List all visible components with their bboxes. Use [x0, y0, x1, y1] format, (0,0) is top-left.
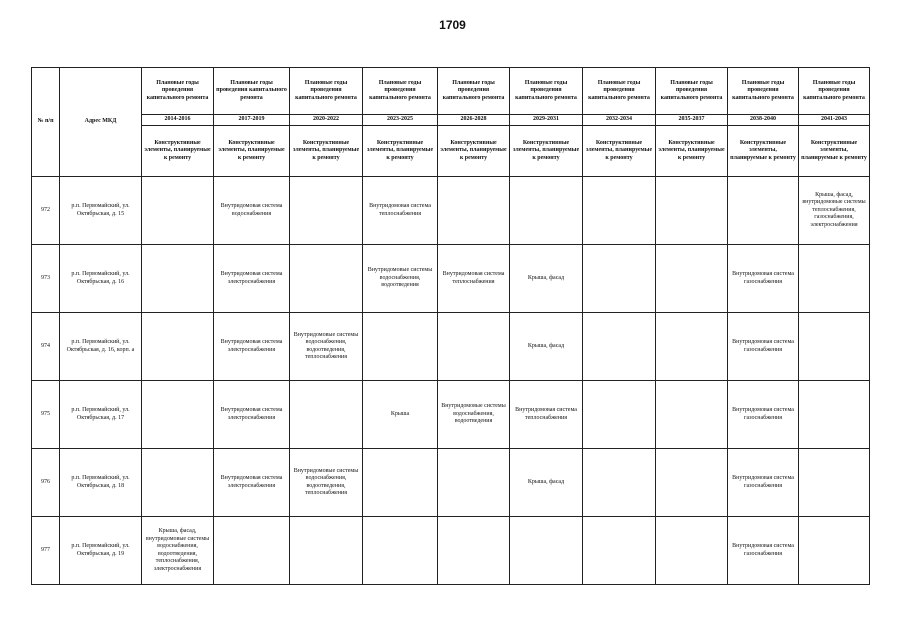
- table-cell: [438, 313, 510, 381]
- table-cell: [656, 313, 728, 381]
- table-cell: [656, 449, 728, 517]
- elements-header: Конструктивные элементы, планируемые к ремонту: [510, 126, 583, 177]
- period-header: 2029-2031: [510, 115, 583, 126]
- table-cell: Крыша, фасад: [510, 313, 583, 381]
- elements-header: Конструктивные элементы, планируемые к ремонту: [290, 126, 363, 177]
- column-header-address: Адрес МКД: [60, 68, 142, 177]
- plan-header: Плановые годы проведения капитального ремонта: [214, 68, 290, 115]
- table-cell: [142, 245, 214, 313]
- table-cell: [363, 517, 438, 585]
- table-cell: [583, 449, 656, 517]
- table-cell: [510, 177, 583, 245]
- table-row: [32, 245, 870, 313]
- row-number: 976: [32, 449, 60, 517]
- row-number: 977: [32, 517, 60, 585]
- elements-header: Конструктивные элементы, планируемые к ремонту: [799, 126, 870, 177]
- plan-header: Плановые годы проведения капитального ремонта: [438, 68, 510, 115]
- table-cell: [142, 449, 214, 517]
- table-row: [32, 177, 870, 245]
- period-header: 2032-2034: [583, 115, 656, 126]
- table-cell: [656, 245, 728, 313]
- table-row: [32, 449, 870, 517]
- elements-header: Конструктивные элементы, планируемые к ремонту: [583, 126, 656, 177]
- table-cell: [656, 381, 728, 449]
- table-cell: [583, 313, 656, 381]
- row-address: р.п. Первомайский, ул. Октябрьская, д. 19: [60, 517, 142, 585]
- table-cell: Внутридомовая система газоснабжения: [728, 517, 799, 585]
- row-address: р.п. Первомайский, ул. Октябрьская, д. 16, корп. а: [60, 313, 142, 381]
- table-cell: Внутридомовая система теплоснабжения: [438, 245, 510, 313]
- table-cell: Внутридомовая система электроснабжения: [214, 381, 290, 449]
- plan-header: Плановые годы проведения капитального ремонта: [799, 68, 870, 115]
- table-cell: [290, 245, 363, 313]
- table-row: [32, 517, 870, 585]
- plan-header: Плановые годы проведения капитального ремонта: [290, 68, 363, 115]
- row-address: р.п. Первомайский, ул. Октябрьская, д. 17: [60, 381, 142, 449]
- table-cell: [290, 177, 363, 245]
- table-cell: Внутридомовая система теплоснабжения: [363, 177, 438, 245]
- table-cell: Внутридомовая система газоснабжения: [728, 381, 799, 449]
- table-cell: [214, 517, 290, 585]
- table-cell: [438, 517, 510, 585]
- table-cell: [583, 517, 656, 585]
- table-cell: [583, 177, 656, 245]
- table-cell: Внутридомовые системы водоснабжения, водоотведения, теплоснабжения: [290, 313, 363, 381]
- capital-repair-table: [31, 67, 870, 585]
- table-cell: Внутридомовая система газоснабжения: [728, 313, 799, 381]
- table-cell: [142, 381, 214, 449]
- table-cell: Внутридомовые системы водоснабжения, водоотведения: [438, 381, 510, 449]
- table-cell: [799, 245, 870, 313]
- row-number: 973: [32, 245, 60, 313]
- period-header: 2020-2022: [290, 115, 363, 126]
- period-header: 2026-2028: [438, 115, 510, 126]
- elements-header: Конструктивные элементы, планируемые к ремонту: [142, 126, 214, 177]
- elements-header: Конструктивные элементы, планируемые к ремонту: [363, 126, 438, 177]
- table-cell: [656, 517, 728, 585]
- table-row: [32, 381, 870, 449]
- table-cell: [290, 381, 363, 449]
- table-cell: [656, 177, 728, 245]
- table-cell: [438, 177, 510, 245]
- elements-header: Конструктивные элементы, планируемые к ремонту: [728, 126, 799, 177]
- period-header: 2041-2043: [799, 115, 870, 126]
- table-cell: [142, 313, 214, 381]
- table-cell: [799, 381, 870, 449]
- table-cell: Внутридомовая система электроснабжения: [214, 449, 290, 517]
- table-cell: [728, 177, 799, 245]
- elements-header: Конструктивные элементы, планируемые к ремонту: [438, 126, 510, 177]
- table-cell: Крыша: [363, 381, 438, 449]
- table-cell: Внутридомовая система газоснабжения: [728, 449, 799, 517]
- table-cell: [363, 313, 438, 381]
- table-cell: [363, 449, 438, 517]
- table-cell: Внутридомовая система электроснабжения: [214, 245, 290, 313]
- period-header: 2023-2025: [363, 115, 438, 126]
- table-cell: Внутридомовая система электроснабжения: [214, 313, 290, 381]
- row-address: р.п. Первомайский, ул. Октябрьская, д. 15: [60, 177, 142, 245]
- table-cell: Крыша, фасад: [510, 245, 583, 313]
- plan-header: Плановые годы проведения капитального ремонта: [142, 68, 214, 115]
- table-cell: [438, 449, 510, 517]
- table-cell: [799, 449, 870, 517]
- period-header: 2017-2019: [214, 115, 290, 126]
- table-cell: Внутридомовые системы водоснабжения, водоотведения, теплоснабжения: [290, 449, 363, 517]
- page-number: 1709: [439, 18, 466, 32]
- period-header: 2038-2040: [728, 115, 799, 126]
- row-address: р.п. Первомайский, ул. Октябрьская, д. 18: [60, 449, 142, 517]
- plan-header: Плановые годы проведения капитального ремонта: [656, 68, 728, 115]
- row-address: р.п. Первомайский, ул. Октябрьская, д. 16: [60, 245, 142, 313]
- plan-header: Плановые годы проведения капитального ремонта: [583, 68, 656, 115]
- table-cell: [290, 517, 363, 585]
- table-cell: [583, 381, 656, 449]
- table-cell: Крыша, фасад: [510, 449, 583, 517]
- row-number: 972: [32, 177, 60, 245]
- plan-header: Плановые годы проведения капитального ремонта: [363, 68, 438, 115]
- table-cell: [799, 313, 870, 381]
- row-number: 975: [32, 381, 60, 449]
- table-cell: Внутридомовые системы водоснабжения, водоотведения: [363, 245, 438, 313]
- table-cell: Крыша, фасад, внутридомовые системы теплоснабжения, газоснабжения, электроснабжения: [799, 177, 870, 245]
- elements-header: Конструктивные элементы, планируемые к ремонту: [656, 126, 728, 177]
- elements-header: Конструктивные элементы, планируемые к ремонту: [214, 126, 290, 177]
- plan-header: Плановые годы проведения капитального ремонта: [728, 68, 799, 115]
- table-cell: Внутридомовая система газоснабжения: [728, 245, 799, 313]
- table-row: [32, 313, 870, 381]
- table-cell: Внутридомовая система водоснабжения: [214, 177, 290, 245]
- period-header: 2014-2016: [142, 115, 214, 126]
- column-header-num: № п/п: [32, 68, 60, 177]
- table-cell: [510, 517, 583, 585]
- table-cell: [583, 245, 656, 313]
- table-cell: [142, 177, 214, 245]
- period-header: 2035-2037: [656, 115, 728, 126]
- table-cell: Внутридомовая система теплоснабжения: [510, 381, 583, 449]
- plan-header: Плановые годы проведения капитального ремонта: [510, 68, 583, 115]
- table-cell: Крыша, фасад, внутридомовые системы водоснабжения, водоотведения, теплоснабжения, электроснабжения: [142, 517, 214, 585]
- row-number: 974: [32, 313, 60, 381]
- table-cell: [799, 517, 870, 585]
